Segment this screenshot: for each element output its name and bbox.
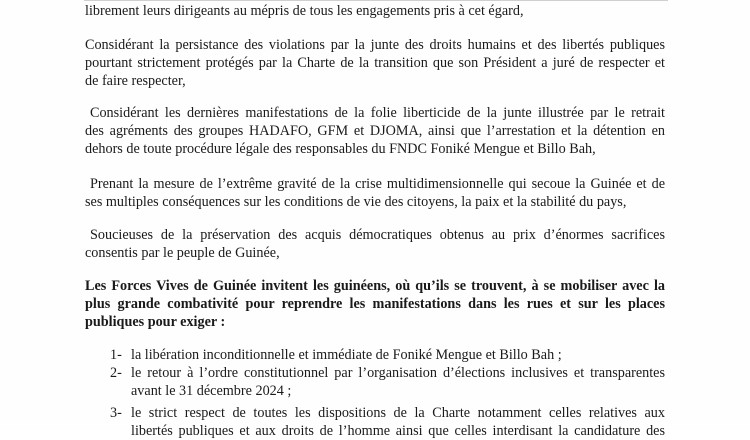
paragraph-line: consentis par le peuple de Guinée, (85, 245, 280, 261)
bold-paragraph-line: plus grande combativité pour reprendre les manifestations dans les rues et sur les places (85, 296, 665, 312)
list-item-text: la libération inconditionnelle et immédiate de Foniké Mengue et Billo Bah ; (131, 347, 562, 363)
paragraph-line: de faire respecter, (85, 73, 186, 89)
list-item-number: 1- (110, 347, 122, 363)
list-item-text: le retour à l’ordre constitutionnel par l’organisation d’élections inclusives et transparentes (131, 365, 665, 381)
paragraph-line: Considérant la persistance des violations par la junte des droits humains et des libertés publiques (85, 37, 665, 53)
bold-paragraph-line: Les Forces Vives de Guinée invitent les guinéens, où qu’ils se trouvent, à se mobiliser avec la (85, 278, 665, 294)
paragraph-line: ses multiples conséquences sur les conditions de vie des citoyens, la paix et la stabilité du pays, (85, 194, 627, 210)
list-item-text: avant le 31 décembre 2024 ; (131, 383, 292, 399)
paragraph-line: pourtant strictement protégés par la Charte de la transition que son Président a juré de respecter et (85, 55, 665, 71)
page-top-border (84, 0, 668, 1)
list-item-number: 3- (110, 405, 122, 421)
list-item-text: libertés publiques et aux droits de l’homme ainsi que celles interdisant la candidature des (131, 423, 665, 439)
paragraph-line: Soucieuses de la préservation des acquis démocratiques obtenus au prix d’énormes sacrifices (90, 227, 665, 243)
paragraph-line: Considérant les dernières manifestations de la folie liberticide de la junte illustrée par le retrait (90, 105, 665, 121)
paragraph-line: des agréments des groupes HADAFO, GFM et DJOMA, ainsi que l’arrestation et la détention en (85, 123, 665, 139)
paragraph-line: dehors de toute procédure légale des responsables du FNDC Foniké Mengue et Billo Bah, (85, 141, 596, 157)
paragraph-line: librement leurs dirigeants au mépris de tous les engagements pris à cet égard, (85, 3, 524, 19)
bold-paragraph-line: publiques pour exiger : (85, 314, 226, 330)
list-item-number: 2- (110, 365, 122, 381)
paragraph-line: Prenant la mesure de l’extrême gravité de la crise multidimensionnelle qui secoue la Guinée et de (90, 176, 665, 192)
list-item-text: le strict respect de toutes les dispositions de la Charte notamment celles relatives aux (131, 405, 665, 421)
